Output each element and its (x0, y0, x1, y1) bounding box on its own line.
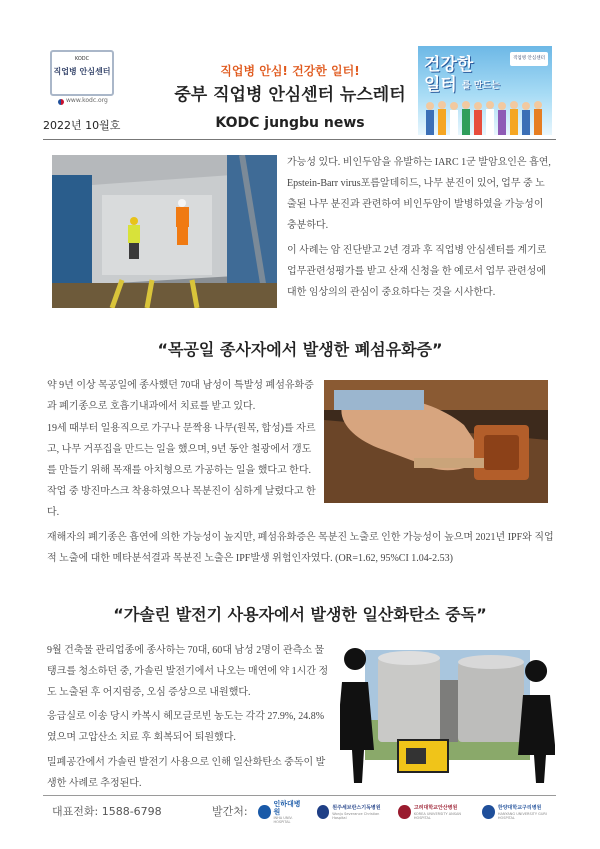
inha-seal-icon (258, 805, 271, 819)
footer-phone: 대표전화: 1588-6798 (52, 805, 162, 818)
org-name: 인하대병원 (273, 800, 301, 816)
section2-paragraph-2: 응급실로 이송 당시 카복시 헤모글로빈 농도는 각각 27.9%, 24.8%였으며 고압산소 치료 후 회복되어 퇴원했다. (47, 711, 325, 743)
banner-badge-text: 직업병 안심센터 (513, 56, 545, 61)
banner-people-illustration (422, 98, 548, 135)
org-subname: Wonju Severance Christian Hospital (332, 812, 380, 820)
hanyang-seal-icon (482, 805, 495, 819)
woodworking-hands-photo (324, 380, 548, 503)
logo-url: www.kodc.org (66, 97, 108, 104)
org-wonju-severance (317, 800, 389, 824)
org-hanyang-guri (482, 800, 558, 824)
section1-paragraph-3: 재해자의 폐기종은 흡연에 의한 가능성이 높지만, 폐섬유화증은 목분진 노출로 인한 가능성이 높으며 2021년 IPF와 직업적 노출에 대한 메타분석결과 목분진 노출은 IPF발생 위험인자였다. (OR=1.62, 95%CI 1.04-2.53) (47, 532, 554, 564)
section2-paragraph-3: 밀폐공간에서 가솔린 발전기 사용으로 인해 일산화탄소 중독이 발생한 사례로 추정된다. (47, 757, 326, 789)
header (0, 0, 600, 140)
korea-univ-seal-icon (398, 805, 411, 819)
banner-text-line2: 일터 (424, 75, 457, 95)
kodc-logo (50, 50, 114, 96)
header-divider (43, 139, 556, 140)
gov-emblem-icon (58, 99, 64, 105)
org-subname: INHA UNIV. HOSPITAL (273, 816, 293, 824)
wonju-seal-icon (317, 805, 330, 819)
footer-divider (43, 795, 556, 796)
section1-paragraph-1: 약 9년 이상 목공일에 종사했던 70대 남성이 특발성 폐섬유화증과 폐기종으로 호흡기내과에서 치료를 받고 있다. (47, 380, 314, 412)
footer-publisher-label: 발간처: (212, 805, 248, 818)
logo-name: 직업병 안심센터 (53, 67, 111, 76)
org-korea-univ-ansan (398, 800, 472, 824)
org-inha (258, 800, 307, 824)
org-subname: HANYANG UNIVERSITY GURI HOSPITAL (497, 812, 547, 820)
newsletter-title: 중부 직업병 안심센터 뉴스레터 (174, 85, 406, 105)
section1-heading: “목공일 종사자에서 발생한 폐섬유화증” (157, 340, 443, 359)
org-name: 원주세브란스기독병원 (332, 805, 381, 811)
banner-text-line1: 건강한 (424, 55, 474, 75)
issue-date: 2022년 10월호 (43, 119, 121, 132)
logo-small-text: KODC (74, 56, 90, 62)
org-name: 한양대학교구리병원 (497, 805, 542, 811)
header-banner (418, 46, 552, 135)
section2-paragraph-1: 9월 건축물 관리업종에 종사하는 70대, 60대 남성 2명이 관측소 물탱크를 청소하던 중, 가솔린 발전기에서 나오는 매연에 약 1시간 정도 노출된 후 어지럼증, 오심 증상으로 내원했다. (47, 645, 329, 698)
section1-paragraph-2: 19세 때부터 일용직으로 가구나 문짝용 나무(원목, 합성)를 자르고, 나무 거푸집을 만드는 일을 했으며, 9년 동안 철광에서 갱도를 만들기 위해 목재를 아치형으로 가공하는 일을 했다고 한다. 작업 중 방진마스크 착용하였으나 목분진이 심하게 날렸다고 한다. (47, 423, 316, 518)
banner-badge (510, 52, 548, 66)
water-tanks-generator-illustration (340, 640, 555, 783)
org-subname: KOREA UNIVERSITY ANSAN HOSPITAL (413, 812, 462, 820)
section2-heading: “가솔린 발전기 사용자에서 발생한 일산화탄소 중독” (113, 605, 487, 624)
banner-text-suffix: 를 만드는 (462, 81, 500, 91)
intro-paragraph-2: 이 사례는 암 진단받고 2년 경과 후 직업병 안심센터를 계기로 업무관련성평가를 받고 산재 신청을 한 예로서 업무 관련성에 대한 임상의의 관심이 중요하다는 것을 시사한다. (287, 245, 547, 298)
org-name: 고려대학교안산병원 (413, 805, 458, 811)
intro-paragraph-1: 가능성 있다. 비인두암을 유발하는 IARC 1군 발암요인은 흡연, Epstein-Barr virus포름알데히드, 나무 분진이 있어, 업무 중 노출된 나무 분진과 관련하여 비인두암이 발병하였을 가능성이 충분하다. (287, 157, 551, 231)
slogan: 직업병 안심! 건강한 일터! (220, 64, 360, 78)
newsletter-subtitle: KODC jungbu news (215, 115, 365, 131)
footer-org-list (258, 800, 558, 824)
construction-workers-photo (52, 155, 277, 308)
